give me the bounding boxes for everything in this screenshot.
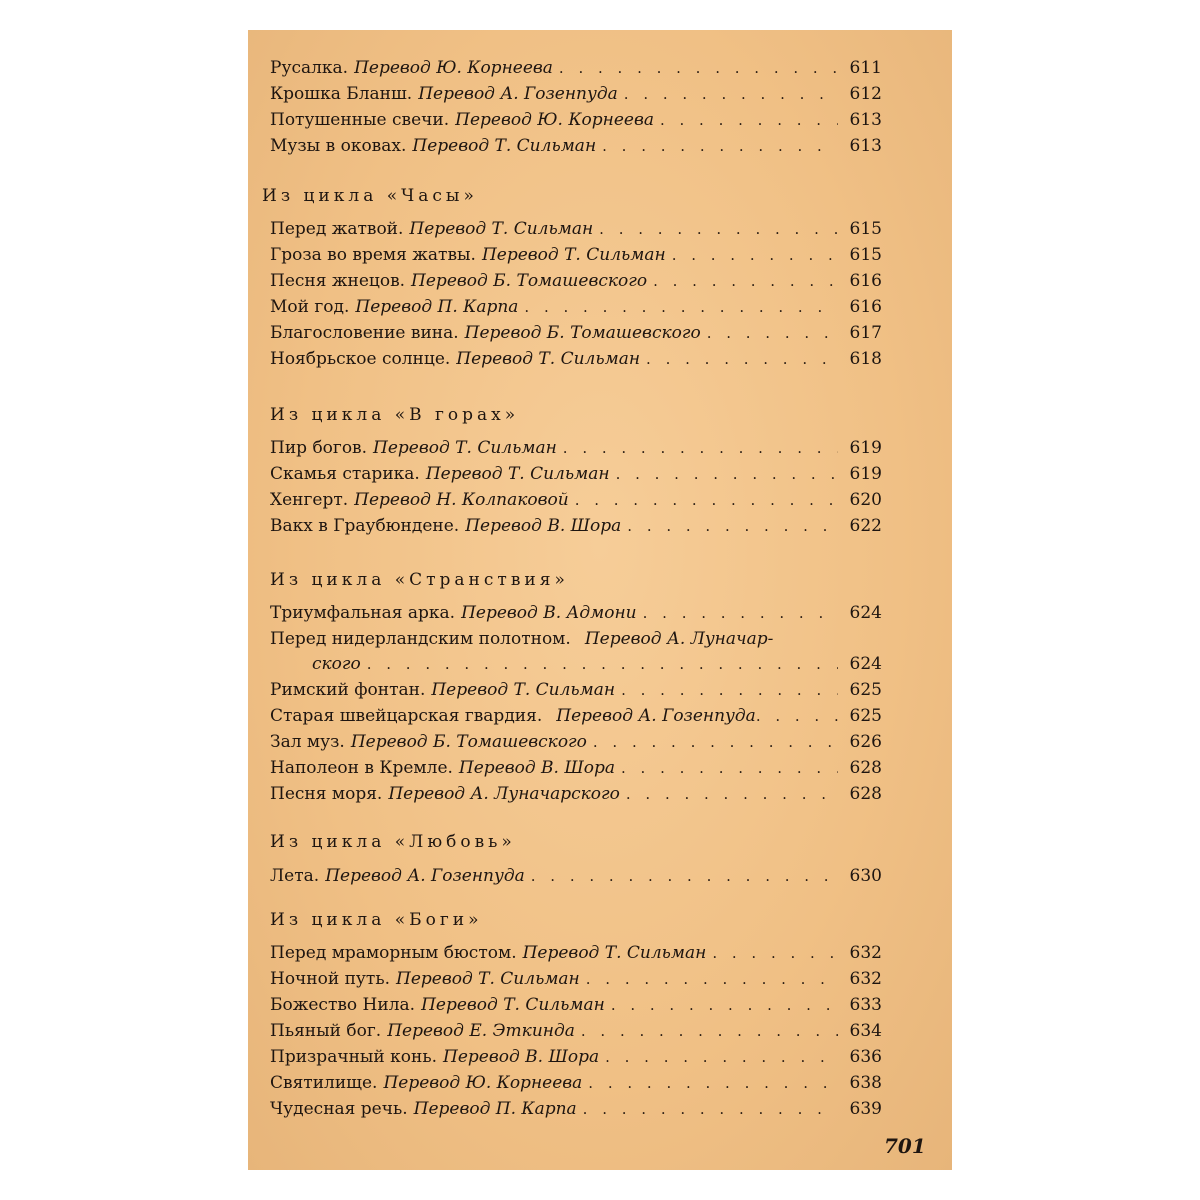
entry-page: 624 [849, 603, 882, 623]
entry-translator: Перевод Т. Сильман [456, 349, 641, 369]
entry-translator: Перевод Ю. Корнеева [354, 58, 553, 78]
entry-page: 616 [849, 271, 882, 291]
toc-entry [270, 864, 882, 889]
leader-dots [583, 1097, 838, 1122]
section-heading: Из цикла «Часы» [262, 186, 478, 206]
entry-page: 625 [849, 706, 882, 726]
entry-translator: Перевод Н. Колпаковой [354, 490, 569, 510]
toc-entry [270, 730, 882, 755]
toc-entry [270, 108, 882, 133]
leader-dots [707, 321, 838, 346]
entry-title: Мой год. [270, 297, 350, 317]
leader-dots [575, 488, 838, 513]
entry-translator: Перевод Б. Томашевского [411, 271, 648, 291]
entry-page: 632 [849, 943, 882, 963]
entry-title: Триумфальная арка. [270, 603, 456, 623]
entry-page: 628 [849, 784, 882, 804]
leader-dots [756, 704, 842, 729]
entry-translator: Перевод Т. Сильман [412, 136, 597, 156]
entry-translator: Перевод А. Гозенпуда [418, 84, 618, 104]
leader-dots [672, 243, 838, 268]
entry-page: 613 [849, 136, 882, 156]
leader-dots [627, 514, 838, 539]
leader-dots [643, 601, 838, 626]
entry-translator: Перевод Б. Томашевского [464, 323, 701, 343]
entry-title: Святилище. [270, 1073, 378, 1093]
entry-translator: Перевод В. Шора [443, 1047, 600, 1067]
leader-dots [653, 269, 838, 294]
entry-translator: Перевод Т. Сильман [396, 969, 580, 989]
toc-entry [270, 436, 882, 461]
entry-title: Русалка. [270, 58, 349, 78]
toc-entry [270, 269, 882, 294]
section-heading: Из цикла «Странствия» [270, 570, 569, 590]
entry-page: 628 [849, 758, 882, 778]
entry-page: 626 [849, 732, 882, 752]
section-heading: Из цикла «Любовь» [270, 832, 516, 852]
toc-entry-continuation [312, 652, 882, 677]
entry-title: Благословение вина. [270, 323, 459, 343]
entry-translator: Перевод А. Луначар- [584, 629, 774, 649]
toc-entry [270, 704, 882, 729]
toc-entry [270, 462, 882, 487]
entry-page: 639 [849, 1099, 882, 1119]
leader-dots [602, 134, 838, 159]
entry-page: 624 [849, 654, 882, 674]
leader-dots [588, 1071, 838, 1096]
toc-entry [270, 56, 882, 81]
leader-dots [599, 217, 838, 242]
entry-title: Пир богов. [270, 438, 368, 458]
entry-title: Ноябрьское солнце. [270, 349, 451, 369]
page-number: 701 [884, 1134, 926, 1158]
entry-title: Призрачный конь. [270, 1047, 438, 1067]
toc-entry [270, 967, 882, 992]
leader-dots [616, 462, 838, 487]
entry-title: Наполеон в Кремле. [270, 758, 453, 778]
entry-translator: Перевод П. Карпа [413, 1099, 577, 1119]
entry-title: Потушенные свечи. [270, 110, 450, 130]
entry-page: 633 [849, 995, 882, 1015]
leader-dots [660, 108, 838, 133]
toc-entry [270, 1097, 882, 1122]
entry-page: 638 [849, 1073, 882, 1093]
entry-title: Хенгерт. [270, 490, 349, 510]
entry-page: 625 [849, 680, 882, 700]
leader-dots [712, 941, 838, 966]
entry-page: 613 [849, 110, 882, 130]
entry-title: Перед жатвой. [270, 219, 404, 239]
leader-dots [531, 864, 838, 889]
entry-translator: Перевод Т. Сильман [425, 464, 610, 484]
toc-entry [270, 321, 882, 346]
toc-entry [270, 1045, 882, 1070]
leader-dots [621, 756, 838, 781]
entry-title: Божество Нила. [270, 995, 416, 1015]
leader-dots [611, 993, 838, 1018]
toc-entry [270, 295, 882, 320]
entry-translator: Перевод П. Карпа [355, 297, 519, 317]
entry-title: Пьяный бог. [270, 1021, 382, 1041]
entry-translator: Перевод Т. Сильман [373, 438, 557, 458]
leader-dots [581, 1019, 838, 1044]
leader-dots [586, 967, 838, 992]
leader-dots [626, 782, 838, 807]
toc-entry [270, 993, 882, 1018]
section-heading: Из цикла «В горах» [270, 405, 520, 425]
toc-entry [270, 347, 882, 372]
toc-entry [270, 601, 882, 626]
entry-title: Скамья старика. [270, 464, 420, 484]
section-heading: Из цикла «Боги» [270, 910, 483, 930]
toc-entry [270, 941, 882, 966]
entry-title: Ночной путь. [270, 969, 390, 989]
entry-page: 616 [849, 297, 882, 317]
entry-translator: Перевод Б. Томашевского [350, 732, 587, 752]
leader-dots [563, 436, 838, 461]
toc-entry [270, 782, 882, 807]
entry-translator: Перевод Ю. Корнеева [383, 1073, 583, 1093]
toc-entry [270, 243, 882, 268]
leader-dots [646, 347, 838, 372]
leader-dots [367, 652, 838, 677]
toc-entry [270, 82, 882, 107]
entry-page: 634 [849, 1021, 882, 1041]
entry-page: 615 [849, 219, 882, 239]
entry-translator-continuation: ского [312, 654, 361, 674]
entry-translator: Перевод Ю. Корнеева [455, 110, 654, 130]
leader-dots [524, 295, 838, 320]
entry-translator: Перевод В. Адмони [461, 603, 637, 623]
entry-page: 630 [849, 866, 882, 886]
entry-title: Вакх в Граубюндене. [270, 516, 460, 536]
entry-translator: Перевод Т. Сильман [522, 943, 707, 963]
entry-title: Крошка Бланш. [270, 84, 413, 104]
entry-title: Старая швейцарская гвардия. [270, 706, 543, 726]
entry-translator: Перевод А. Гозенпуда [556, 706, 756, 726]
entry-title: Гроза во время жатвы. [270, 245, 476, 265]
entry-title: Перед нидерландским полотном. [270, 629, 571, 649]
entry-page: 619 [849, 438, 882, 458]
leader-dots [605, 1045, 838, 1070]
entry-translator: Перевод А. Луначарского [388, 784, 620, 804]
toc-entry [270, 488, 882, 513]
entry-translator: Перевод В. Шора [465, 516, 622, 536]
entry-page: 611 [849, 58, 882, 78]
entry-page: 617 [849, 323, 882, 343]
entry-title: Песня жнецов. [270, 271, 406, 291]
entry-page: 615 [849, 245, 882, 265]
entry-page: 612 [849, 84, 882, 104]
toc-entry [270, 134, 882, 159]
toc-entry [270, 756, 882, 781]
entry-page: 622 [849, 516, 882, 536]
entry-translator: Перевод А. Гозенпуда [325, 866, 525, 886]
entry-translator: Перевод Т. Сильман [421, 995, 605, 1015]
entry-translator: Перевод Т. Сильман [481, 245, 666, 265]
entry-title: Музы в оковах. [270, 136, 407, 156]
leader-dots [593, 730, 838, 755]
entry-page: 619 [849, 464, 882, 484]
entry-translator: Перевод Т. Сильман [409, 219, 594, 239]
entry-title: Римский фонтан. [270, 680, 426, 700]
entry-page: 632 [849, 969, 882, 989]
entry-translator: Перевод Е. Эткинда [387, 1021, 575, 1041]
entry-title: Зал муз. [270, 732, 345, 752]
entry-page: 636 [849, 1047, 882, 1067]
leader-dots [621, 678, 838, 703]
entry-title: Перед мраморным бюстом. [270, 943, 517, 963]
toc-entry [270, 627, 882, 652]
toc-entry [270, 1019, 882, 1044]
toc-entry [270, 678, 882, 703]
entry-title: Чудесная речь. [270, 1099, 408, 1119]
toc-entry [270, 514, 882, 539]
entry-title: Песня моря. [270, 784, 383, 804]
entry-translator: Перевод В. Шора [458, 758, 616, 778]
entry-page: 620 [849, 490, 882, 510]
entry-page: 618 [849, 349, 882, 369]
leader-dots [559, 56, 838, 81]
toc-entry [270, 1071, 882, 1096]
toc-entry [270, 217, 882, 242]
leader-dots [624, 82, 838, 107]
entry-translator: Перевод Т. Сильман [431, 680, 616, 700]
entry-title: Лета. [270, 866, 320, 886]
